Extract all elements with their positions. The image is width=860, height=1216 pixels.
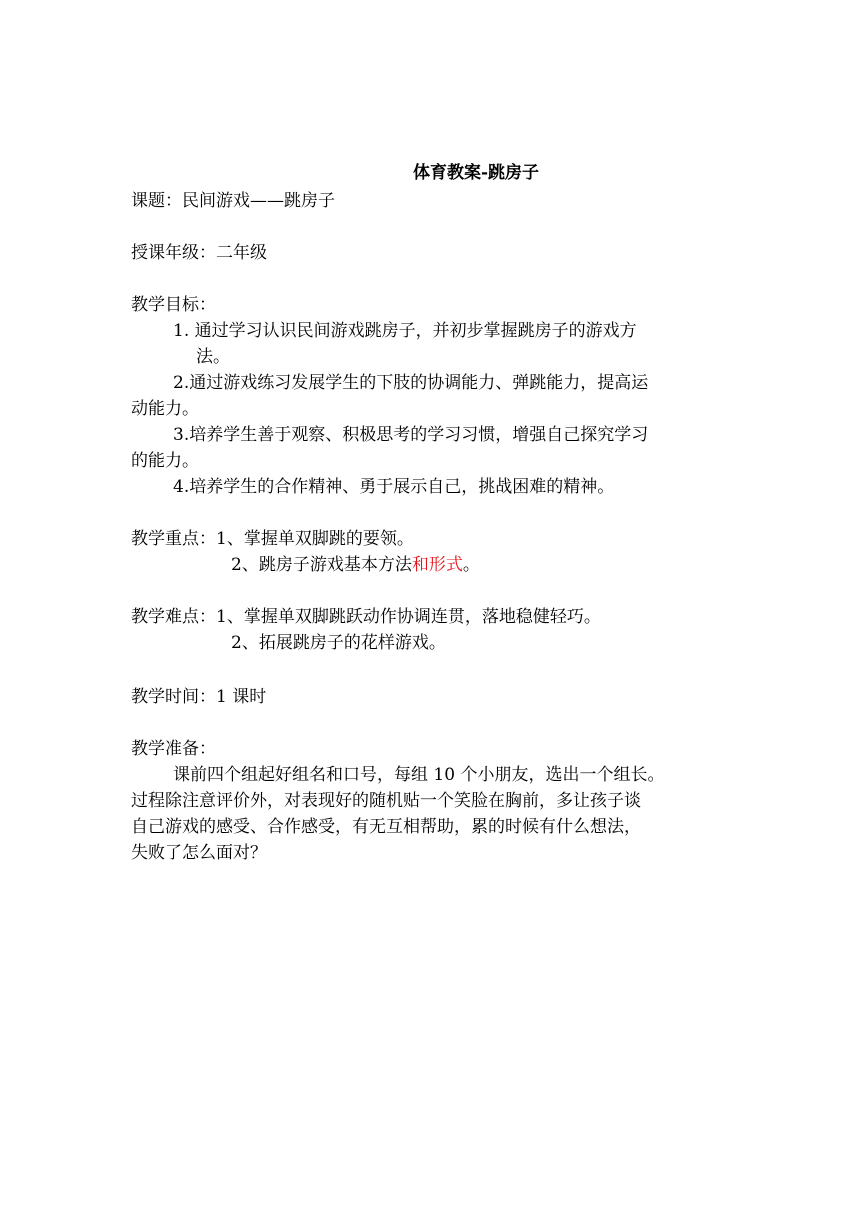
objectives-heading: 教学目标： [131,295,216,315]
preparation-line-3: 自己游戏的感受、合作感受，有无互相帮助，累的时候有什么想法， [131,817,641,837]
key-points-line-2 [231,552,480,578]
topic-line: 课题：民间游戏——跳房子 [131,191,335,211]
key-points-line-2-end: 。 [462,555,480,575]
objective-item-2-line-2: 动能力。 [131,399,199,419]
key-points-line-2-text: 2、跳房子游戏基本方法 [231,555,412,575]
objective-item-4: 4.培养学生的合作精神、勇于展示自己，挑战困难的精神。 [173,477,615,497]
time-line: 教学时间：1 课时 [131,687,267,707]
grade-line: 授课年级：二年级 [131,243,267,263]
difficulties-line-1: 教学难点：1、掌握单双脚跳跃动作协调连贯，落地稳健轻巧。 [131,607,601,627]
objective-item-1-line-1: 1. 通过学习认识民间游戏跳房子，并初步掌握跳房子的游戏方 [173,321,637,341]
key-points-highlight: 和形式 [411,555,463,575]
preparation-line-4: 失败了怎么面对？ [131,843,267,863]
difficulties-line-2: 2、拓展跳房子的花样游戏。 [231,633,446,653]
preparation-line-1: 课前四个组起好组名和口号，每组 10 个小朋友，选出一个组长。 [173,765,665,785]
objective-item-1-line-2: 法。 [196,347,230,367]
objective-item-3-line-1: 3.培养学生善于观察、积极思考的学习习惯，增强自己探究学习 [173,425,649,445]
key-points-line-1: 教学重点：1、掌握单双脚跳的要领。 [131,529,414,549]
preparation-line-2: 过程除注意评价外，对表现好的随机贴一个笑脸在胸前，多让孩子谈 [131,791,641,811]
objective-item-2-line-1: 2.通过游戏练习发展学生的下肢的协调能力、弹跳能力，提高运 [173,373,649,393]
objective-item-3-line-2: 的能力。 [131,451,199,471]
document-title: 体育教案-跳房子 [413,163,540,183]
preparation-heading: 教学准备： [131,739,216,759]
